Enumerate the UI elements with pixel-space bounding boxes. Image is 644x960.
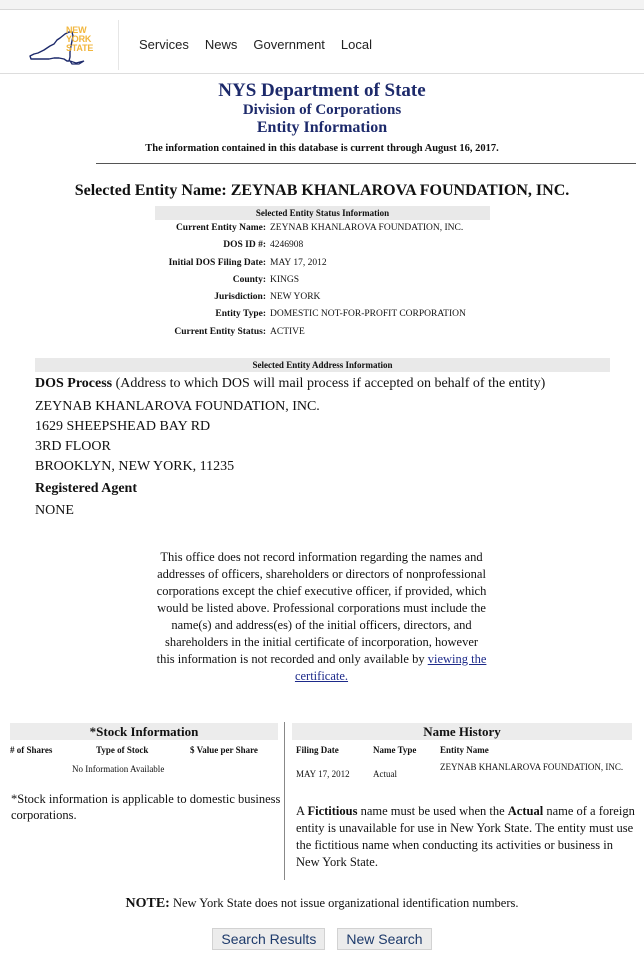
stock-note: *Stock information is applicable to domestic business corporations. [11, 792, 281, 822]
address-line: BROOKLYN, NEW YORK, 11235 [35, 459, 235, 474]
status-section-heading: Selected Entity Status Information [155, 206, 490, 220]
stock-col-shares: # of Shares [10, 745, 53, 755]
field-current-name [0, 223, 644, 237]
stock-col-type: Type of Stock [96, 745, 149, 755]
field-jurisdiction [0, 292, 644, 306]
stock-empty: No Information Available [72, 764, 165, 774]
nav-news[interactable]: News [204, 37, 238, 52]
dept-title: NYS Department of State [218, 80, 426, 101]
field-label: Current Entity Name: [175, 223, 266, 233]
name-history-heading: Name History [292, 723, 632, 740]
dos-process-title [35, 376, 545, 392]
logo-line: STATE [66, 43, 94, 53]
header-rule [96, 163, 636, 164]
address-line: 3RD FLOOR [35, 439, 111, 454]
registered-agent-value: NONE [35, 503, 74, 518]
fictitious-name-note [296, 803, 636, 871]
logo-line: NEW [66, 25, 87, 35]
ficnote-fictitious: Fictitious [307, 804, 358, 818]
nav-government[interactable]: Government [253, 37, 325, 52]
field-label: Current Entity Status: [174, 327, 266, 337]
field-entity-type [0, 309, 644, 323]
ficnote-actual: Actual [507, 804, 544, 818]
nav-services[interactable]: Services [139, 37, 189, 52]
column-divider [284, 722, 285, 880]
field-value: 4246908 [270, 240, 304, 250]
nav-local[interactable]: Local [340, 37, 372, 52]
nh-col-type: Name Type [373, 745, 417, 755]
note-text: New York State does not issue organizational identification numbers. [169, 896, 519, 910]
nh-col-date: Filing Date [296, 745, 339, 755]
officer-info-notice [155, 549, 488, 685]
site-header [0, 0, 644, 74]
field-value: ACTIVE [270, 327, 305, 337]
address-line: ZEYNAB KHANLAROVA FOUNDATION, INC. [35, 399, 320, 414]
note-label: NOTE: [125, 896, 170, 911]
search-actions [0, 928, 644, 950]
ficnote-pre: A [296, 804, 308, 818]
nh-type: Actual [373, 769, 397, 779]
logo-line: YORK [66, 34, 92, 44]
field-filing-date [0, 258, 644, 272]
currency-notice: The information contained in this database is current through August 16, 2017. [145, 143, 499, 154]
id-number-note [0, 896, 644, 912]
field-label: DOS ID #: [223, 240, 266, 250]
registered-agent-label: Registered Agent [35, 481, 137, 496]
field-value: MAY 17, 2012 [270, 258, 327, 268]
view-certificate-link[interactable]: viewing the certificate. [294, 652, 487, 683]
browser-strip [0, 0, 644, 10]
field-value: NEW YORK [270, 292, 321, 302]
stock-heading: *Stock Information [10, 723, 278, 740]
field-value: DOMESTIC NOT-FOR-PROFIT CORPORATION [270, 309, 466, 319]
field-status [0, 327, 644, 341]
search-results-button[interactable]: Search Results [212, 928, 325, 950]
nav-divider [118, 20, 119, 70]
address-section-heading: Selected Entity Address Information [35, 358, 610, 372]
field-dos-id [0, 240, 644, 254]
field-label: Entity Type: [215, 309, 266, 319]
field-label: County: [232, 275, 266, 285]
field-county [0, 275, 644, 289]
notice-text: This office does not record information regarding the names and addresses of officers, shareholders or directors of nonprofessional corporations except the chief executive officer, if provided, which would be listed above. Professional corporations must include the name(s) and address(es) of the initial officers, directors, and shareholders in the initial certificate of incorporation, however this information is not recorded and only available by [156, 550, 487, 666]
division-title: Division of Corporations [242, 102, 402, 118]
address-line: 1629 SHEEPSHEAD BAY RD [35, 419, 211, 434]
nh-col-name: Entity Name [440, 745, 489, 755]
nh-name: ZEYNAB KHANLAROVA FOUNDATION, INC. [440, 762, 624, 772]
selected-entity-name: Selected Entity Name: ZEYNAB KHANLAROVA FOUNDATION, INC. [74, 182, 570, 199]
nh-date: MAY 17, 2012 [296, 769, 350, 779]
field-value: KINGS [270, 275, 300, 285]
new-search-button[interactable]: New Search [337, 928, 431, 950]
main-nav [139, 37, 372, 52]
dos-process-desc: (Address to which DOS will mail process if accepted on behalf of the entity) [112, 376, 546, 391]
dos-process-label: DOS Process [35, 376, 113, 391]
ficnote-post: name of a foreign entity is unavailable for use in New York State. The entity must use the fictitious name when conducting its activities or business in New York State. [296, 804, 635, 869]
field-label: Initial DOS Filing Date: [168, 258, 266, 268]
field-value: ZEYNAB KHANLAROVA FOUNDATION, INC. [270, 223, 464, 233]
logo-text[interactable] [66, 26, 93, 53]
field-label: Jurisdiction: [214, 292, 266, 302]
stock-col-value: $ Value per Share [190, 745, 258, 755]
section-title: Entity Information [256, 119, 388, 136]
ficnote-mid: name must be used when the [357, 804, 508, 818]
